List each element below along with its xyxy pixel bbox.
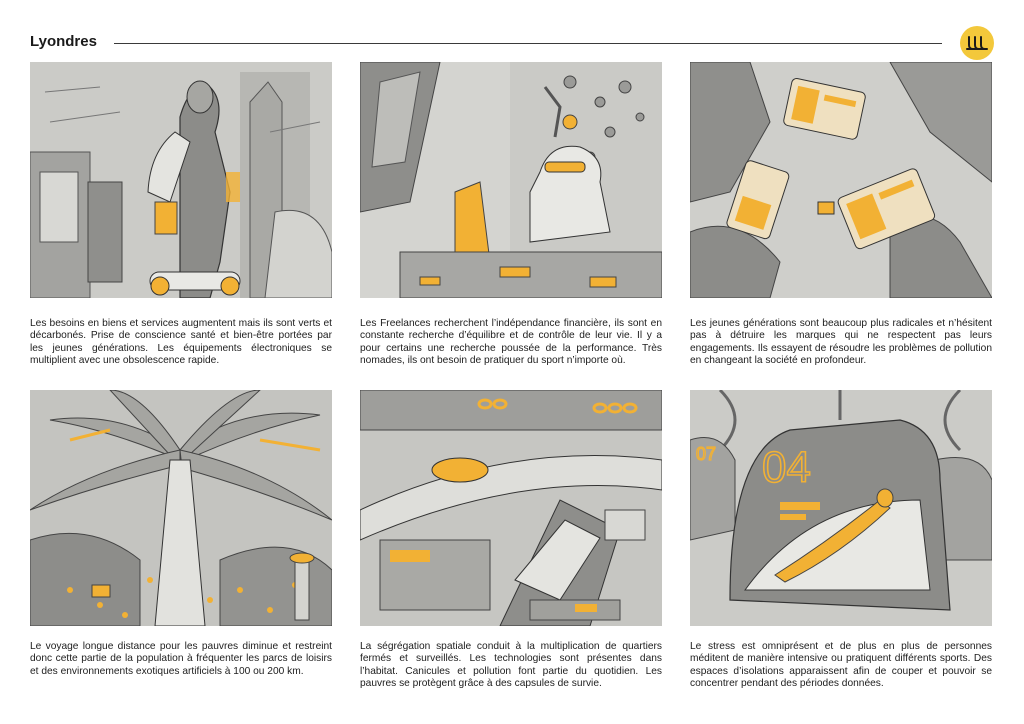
illustration-palm-park bbox=[30, 390, 332, 626]
scene-caption-1: Les besoins en biens et services augmentent mais ils sont verts et décarbonés. Prise de conscience santé et bien-être portées par les jeunes générations. Les équipements électroniques se multiplient avec une obsolescence rapide. bbox=[30, 318, 332, 367]
illustration-hoverboard-commuter bbox=[30, 62, 332, 298]
scene-caption-3: Les jeunes générations sont beaucoup plus radicales et n’hésitent pas à détruire les marques qui ne respectent pas leurs engagements. Ils essayent de résoudre les problèmes de pollution en changeant la société en profondeur. bbox=[690, 318, 992, 367]
illustration-freelancer-climbing bbox=[360, 62, 662, 298]
capsule-label-small: 07 bbox=[696, 444, 717, 464]
scene-caption-4: Le voyage longue distance pour les pauvres diminue et restreint donc cette partie de la population à fréquenter les parcs de loisirs et des environnements exotiques artificiels à 100 ou 200 km. bbox=[30, 641, 332, 677]
page-title: Lyondres bbox=[30, 33, 97, 50]
capsule-label-main: 04 bbox=[762, 443, 811, 492]
illustration-hands-phones bbox=[690, 62, 992, 298]
scene-caption-6: Le stress est omniprésent et de plus en plus de personnes méditent de manière intensive ou pratiquent différents sports. Des espaces d’isolations apparaissent afin de couper et pouvoir se concentrer pendant des périodes données. bbox=[690, 641, 992, 690]
scene-caption-5: La ségrégation spatiale conduit à la multiplication de quartiers fermés et surveillés. Les technologies sont présentes dans l’habitat. Canicules et pollution font partie du quotidien. Les pauvres se protègent grâce à des capsules de survie. bbox=[360, 641, 662, 690]
scene-caption-2: Les Freelances recherchent l’indépendance financière, ils sont en constante recherche d’équilibre et de contrôle de leur vie. Il y a pour certains une recherche poussée de la performance. Très nomades, ils ont besoin de pratiquer du sport n’importe où. bbox=[360, 318, 662, 367]
three-figures-logo-icon bbox=[960, 26, 994, 60]
illustration-gated-district bbox=[360, 390, 662, 626]
illustration-meditation-capsules bbox=[690, 390, 992, 626]
page-header bbox=[30, 26, 994, 60]
header-divider bbox=[114, 43, 942, 44]
